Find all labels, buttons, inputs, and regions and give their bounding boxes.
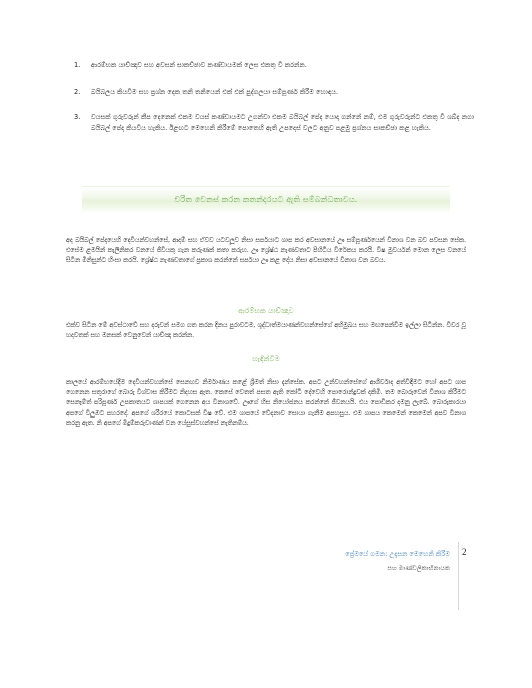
list-item [74, 112, 474, 133]
list-item [74, 87, 474, 98]
instruction-list [74, 60, 474, 149]
footer-subtitle: සහ මාණ්ඩලිකාභිනායක [387, 565, 450, 572]
opening-prayer-paragraph: එක්ව සිටින මේ අවස්ථාවේ සහ දරුවන් සමග ගත කරන දිනය පුරාවටම, ශුද්ධාත්මයාණන්වහන්සේගේ අභිමුඛය සහ මඟපෙන්වීම ඉල්ලා සිටින්න. විවර වූ හදවතක් සහ මනසක් වෙනුවෙන් යාච්ඤා කරන්න. [66, 322, 466, 340]
list-number: 1. [74, 61, 81, 69]
list-text: වයසක් ගුරුවරුන් කීප දෙනෙක් එකම වයස් කණ්ඩායමට උගන්වා එකම බයිබල් පේද යොදා ගන්නේ නම්, එම ගුරුවරුන්ට එකතු වී ශබ්ද නගා බයිබල් පේද කියවිය හැකිය. ඊළඟට මෙහෙනි කිරීමේ පොතෙහි ඇති උපදෙස් වලට අනුව පළමු ප්‍රශ්නය සාකච්ඡා කළ හැකිය. [91, 113, 474, 132]
list-text: බයිබලය කියවීම සහ ප්‍රශ්න දෙක තනි තනියෙන් එක් එක් පුද්ගලයා සම්පූර්ණ කිරීම හොඳය. [91, 87, 339, 96]
section-heading-band [82, 186, 450, 213]
opening-prayer-heading: ආරම්භක යාච්ඤාව [238, 306, 294, 315]
page-number: 2 [462, 547, 467, 557]
footer-title: ප්‍රේමයේ ගමන: උදැසන මෙහෙනි කිරීම [345, 550, 450, 558]
list-number: 3. [74, 113, 81, 121]
list-number: 2. [74, 87, 81, 96]
list-item [74, 60, 474, 71]
list-text: ආරම්භක යාච්ඤාව සහ අවසන් සාකච්ඡාව කණ්ඩායමක් ලෙස එකතු වී කරන්න. [91, 61, 307, 69]
intro-paragraph: අද බයිබල් පේදයෙහි දෙවියන්වහන්සේ, ආදම් සහ ඒවව යටවලූව නිසා සර්පයාට ශාප කර අවසානයේ ඌ සම්පූර්ණයෙන් විනාශ වන බව පවසන සේක. එසේම ළමයින් කැලිනිකර වනයේ ජීවියකු ගැන කරුණක් කතා කරුහ. ඌ ශ්‍රේෂ්ඨ නැණවතාට පිහිටිය විරේකය කරයි. විෂ මුවර්යන් මොන ලෙස වනයේ සිටින මිනිසුන්ට හිංසා කරයි. ශ්‍රේෂ්ඨ නැණවතාගේ ප්‍රකාශ කරන්නේ සර්පයා ඌ කළ දේය නිසා අවසානයේ විනාශ වන බවය. [66, 237, 466, 265]
section-heading: චරිත වෙනස් කරන කතන්දරයට ඇති සම්බන්ධතාවය. [174, 195, 358, 204]
footer-divider [458, 542, 459, 610]
introduction-heading: හැඳින්වීම [252, 354, 280, 363]
introduction-paragraph: කාලයේ ආරම්භයේදීම දෙවියන්වහන්සේ සෙනහව නිර්මාණය කළේ ශ්‍රීමත් නිසා දැන්සේක. අපට උන්වහන්සේගේ ආශීර්වාද අත්විඳීමට හෝ අපට ශාප ගෙනෙන සතුරාගේ බොරු විශ්වාස කිරීමට නිදහස ඇත. කෙසේ වෙතත් පසත ඇති කෝටි දේවෙහි පොරොන්දුවක් දකිමි. තම බොරුවෙන් විනාශ කිරීමට සෙනෑම්ත් පරිපූර්ණ උපකාතයට ශාපයක් ගෙනෙන අය විනාශවේ. ඌගේ හිස නියෝජනය කරන්නේ ජීවනයයි. එය පොඩිකර දමනු ලැබේ. බොරුකාරයා අපගේ විලුඹට පහරදේ. අපගේ ශරීරයේ කොටසක් විෂ වේ. එම ශාපයේ වේදනාව සොයා ගැනීම අපහසුය. එම ශාපය කෙමෙන් කෙමෙන් අපව විනාශ කරනු ඇත. නි අපගේ මිදුම්කරුවාණන් වන යේසුස්වහන්සේ නැතිනම්ය. [66, 379, 466, 427]
